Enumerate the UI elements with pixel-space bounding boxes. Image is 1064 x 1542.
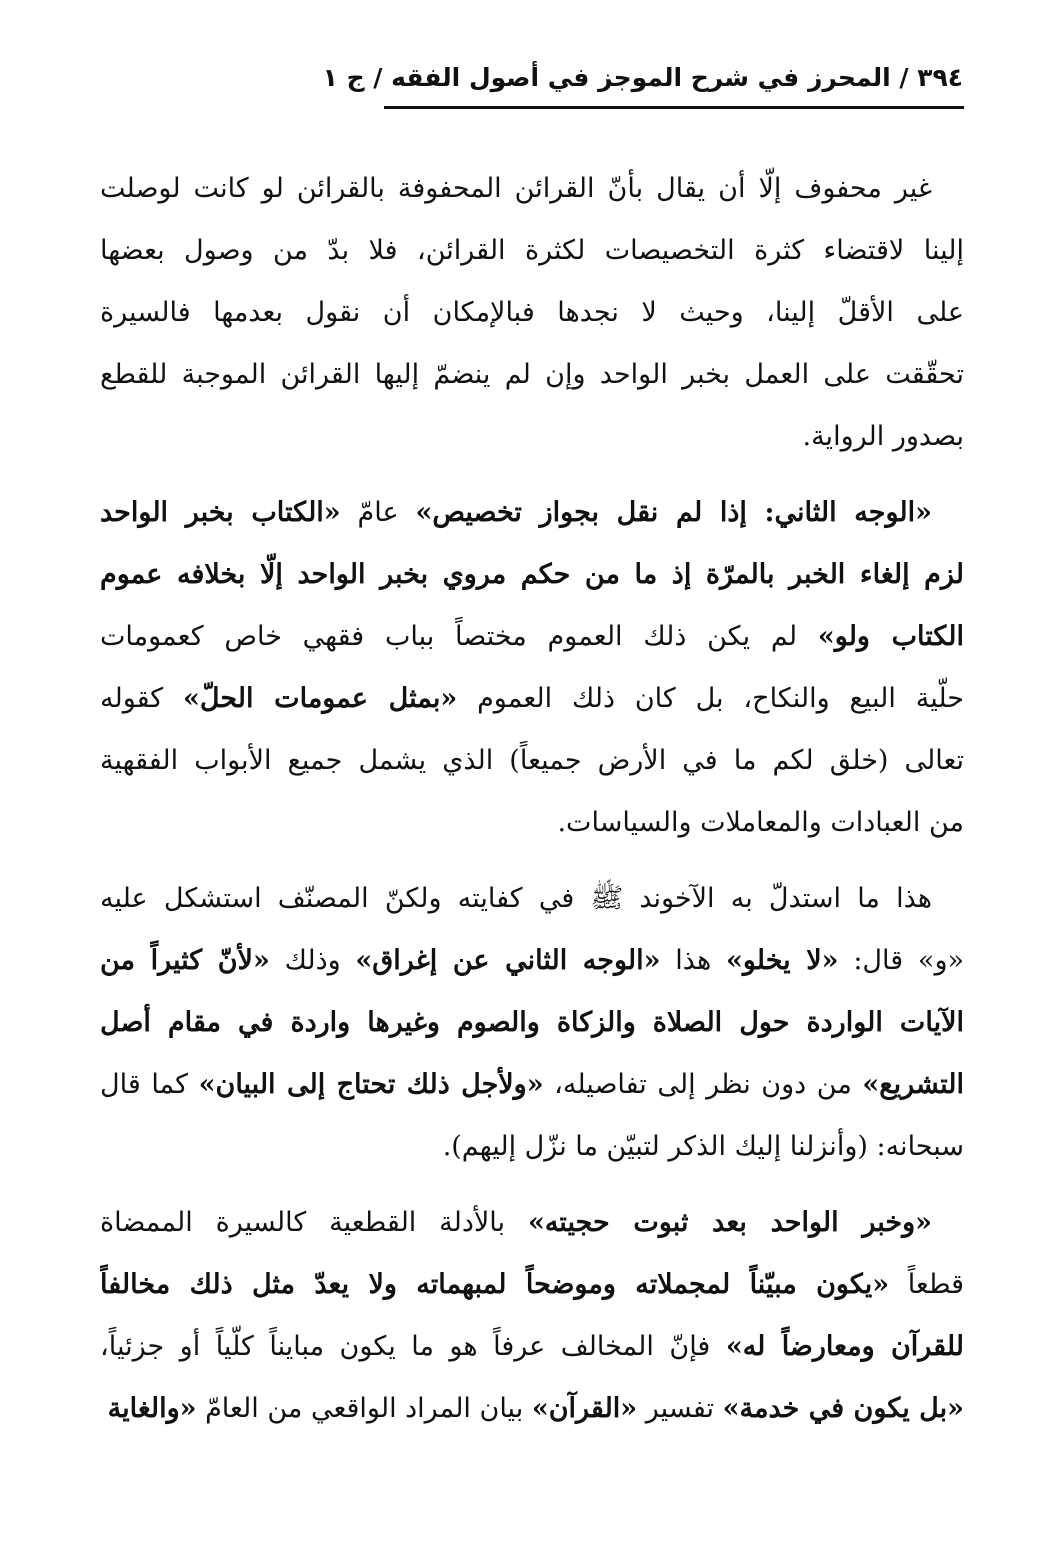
text-line xyxy=(100,992,964,1054)
paragraph xyxy=(100,158,964,468)
bold-quoted-text: «الكتاب بخبر الواحد xyxy=(100,497,341,528)
bold-quoted-text: «الوجه الثاني عن إغراق» xyxy=(355,945,661,976)
commentary-text: تحقّقت على العمل بخبر الواحد وإن لم ينضمّ إليها القرائن الموجبة للقطع xyxy=(100,359,964,390)
paragraph xyxy=(100,1192,964,1440)
bold-quoted-text: للقرآن ومعارضاً له» xyxy=(725,1331,964,1362)
text-line xyxy=(100,668,964,730)
text-line xyxy=(100,930,964,992)
commentary-text: وذلك xyxy=(269,945,356,976)
bold-quoted-text: «والغاية xyxy=(107,1393,197,1424)
paragraph xyxy=(100,868,964,1178)
bold-quoted-text: «بمثل عمومات الحلّ» xyxy=(183,683,458,714)
commentary-text: على الأقلّ إلينا، وحيث لا نجدها فبالإمكان أن نقول بعدمها فالسيرة xyxy=(100,297,964,328)
commentary-text: ﷺ xyxy=(590,883,624,914)
body-text xyxy=(100,158,964,1440)
commentary-text: كقوله xyxy=(100,683,184,714)
text-line xyxy=(100,220,964,282)
commentary-text: بالأدلة القطعية كالسيرة الممضاة xyxy=(100,1207,528,1238)
text-line xyxy=(100,868,964,930)
commentary-text: قطعاً xyxy=(889,1269,964,1300)
text-line xyxy=(100,544,964,606)
text-line xyxy=(100,1316,964,1378)
text-line xyxy=(100,606,964,668)
bold-quoted-text: «يكون مبيّناً لمجملاته وموضحاً لمبهماته ولا يعدّ مثل ذلك مخالفاً xyxy=(100,1269,890,1300)
paragraph xyxy=(100,482,964,854)
text-line xyxy=(100,406,964,468)
text-line xyxy=(100,1116,964,1178)
text-line xyxy=(100,282,964,344)
text-line xyxy=(100,344,964,406)
text-line xyxy=(100,1254,964,1316)
bold-quoted-text: «القرآن» xyxy=(531,1393,638,1424)
commentary-text: لم يكن ذلك العموم مختصاً بباب فقهي خاص كعمومات xyxy=(100,621,818,652)
commentary-text: عامّ xyxy=(340,497,416,528)
text-line xyxy=(100,482,964,544)
bold-quoted-text: «لأنّ كثيراً من xyxy=(100,945,270,976)
commentary-text: تعالى (خلق لكم ما في الأرض جميعاً) الذي يشمل جميع الأبواب الفقهية xyxy=(100,745,964,776)
bold-quoted-text: «لا يخلو» xyxy=(725,945,839,976)
bold-quoted-text: «ولأجل ذلك تحتاج إلى البيان» xyxy=(198,1069,544,1100)
commentary-text: فإنّ المخالف عرفاً هو ما يكون مبايناً كلّياً أو جزئياً، xyxy=(100,1331,726,1362)
bold-quoted-text: الآيات الواردة حول الصلاة والزكاة والصوم وغيرها واردة في مقام أصل xyxy=(100,1007,964,1038)
bold-quoted-text: الكتاب ولو» xyxy=(817,621,964,652)
commentary-text: تفسير xyxy=(637,1393,723,1424)
commentary-text: بيان المراد الواقعي من العامّ xyxy=(196,1393,532,1424)
text-line xyxy=(100,158,964,220)
commentary-text: كما قال xyxy=(100,1069,199,1100)
text-line xyxy=(100,730,964,792)
commentary-text: حلّية البيع والنكاح، بل كان ذلك العموم xyxy=(457,683,964,714)
bold-quoted-text: «وخبر الواحد بعد ثبوت حجيته» xyxy=(527,1207,932,1238)
commentary-text: سبحانه: (وأنزلنا إليك الذكر لتبيّن ما نزّل إليهم). xyxy=(442,1131,964,1162)
commentary-text: هذا xyxy=(660,945,726,976)
text-line xyxy=(100,1378,964,1440)
commentary-text: من دون نظر إلى تفاصيله، xyxy=(543,1069,863,1100)
bold-quoted-text: «بل يكون في خدمة» xyxy=(722,1393,964,1424)
text-line xyxy=(100,1054,964,1116)
commentary-text: من العبادات والمعاملات والسياسات. xyxy=(557,807,964,838)
bold-quoted-text: «الوجه الثاني: إذا لم نقل بجواز تخصيص» xyxy=(415,497,933,528)
commentary-text: غير محفوف إلّا أن يقال بأنّ القرائن المحفوفة بالقرائن لو كانت لوصلت xyxy=(100,173,932,204)
bold-quoted-text: لزم إلغاء الخبر بالمرّة إذ ما من حكم مروي بخبر الواحد إلّا بخلافه عموم xyxy=(100,559,964,590)
commentary-text: هذا ما استدلّ به الآخوند xyxy=(623,883,933,914)
commentary-text: بصدور الرواية. xyxy=(802,421,964,452)
running-header: ٣٩٤ / المحرز في شرح الموجز في أصول الفقه / ج ١ xyxy=(322,63,963,92)
bold-quoted-text: التشريع» xyxy=(862,1069,964,1100)
commentary-text: إلينا لاقتضاء كثرة التخصيصات لكثرة القرائن، فلا بدّ من وصول بعضها xyxy=(100,235,964,266)
commentary-text: «و» قال: xyxy=(838,945,964,976)
commentary-text: في كفايته ولكنّ المصنّف استشكل عليه xyxy=(100,883,591,914)
header-rule xyxy=(384,106,964,109)
text-line xyxy=(100,1192,964,1254)
text-line xyxy=(100,792,964,854)
